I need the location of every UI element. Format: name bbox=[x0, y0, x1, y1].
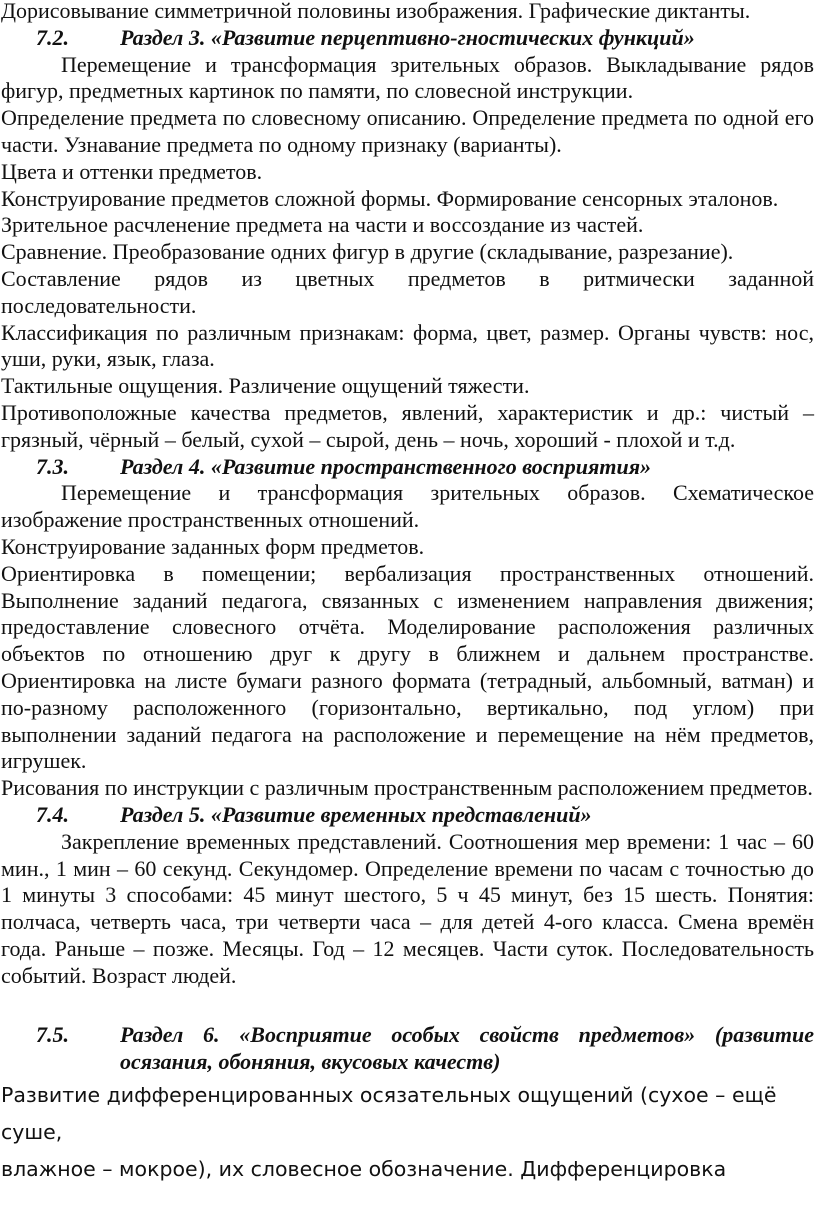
paragraph: Ориентировка в помещении; вербализация пространственных отношений. Выполнение заданий педагога, связанных с изменением направления движения; предоставление словесного отчёта. Моделирование расположения различных объектов по отношению друг к другу в ближнем и дальнем пространстве. Ориентировка на листе бумаги разного формата (тетрадный, альбомный, ватман) и по-разному расположенного (горизонтально, вертикально, под углом) при выполнении заданий педагога на расположение и перемещение на нём предметов, игрушек. bbox=[1, 560, 814, 774]
closing-line-1: Развитие дифференцированных осязательных ощущений (сухое – ещё суше, bbox=[1, 1083, 777, 1145]
section-number: 7.2. bbox=[36, 24, 69, 50]
paragraph: Зрительное расчленение предмета на части и воссоздание из частей. bbox=[1, 212, 644, 238]
section-title: Раздел 5. «Развитие временных представлений» bbox=[120, 801, 592, 827]
section-heading-7-2 bbox=[0, 25, 816, 52]
paragraph: Сравнение. Преобразование одних фигур в другие (складывание, разрезание). bbox=[1, 239, 734, 265]
paragraph: Конструирование предметов сложной формы. Формирование сенсорных эталонов. bbox=[1, 185, 779, 211]
paragraph: Закрепление временных представлений. Соотношения мер времени: 1 час – 60 мин., 1 мин – 60 секунд. Секундомер. Определение времени по часам с точностью до 1 минуты 3 способами: 45 минут шестого, 5 ч 45 минут, без 15 шесть. Понятия: полчаса, четверть часа, три четверти часа – для детей 4-ого класса. Смена времён года. Раньше – позже. Месяцы. Год – 12 месяцев. Части суток. Последовательность событий. Возраст людей. bbox=[1, 828, 814, 988]
intro-paragraph: Дорисовывание симметричной половины изображения. Графические диктанты. bbox=[1, 0, 751, 23]
section-heading-7-4 bbox=[0, 802, 816, 829]
paragraph: Цвета и оттенки предметов. bbox=[1, 158, 263, 184]
paragraph: Классификация по различным признакам: форма, цвет, размер. Органы чувств: нос, уши, руки, язык, глаза. bbox=[1, 319, 814, 372]
closing-line-2: влажное – мокрое), их словесное обозначение. Дифференцировка bbox=[1, 1157, 727, 1182]
section-number: 7.4. bbox=[36, 801, 69, 827]
paragraph: Перемещение и трансформация зрительных образов. Выкладывание рядов фигур, предметных картинок по памяти, по словесной инструкции. bbox=[1, 51, 814, 104]
paragraph: Конструирование заданных форм предметов. bbox=[1, 533, 425, 559]
paragraph: Определение предмета по словесному описанию. Определение предмета по одной его части. Узнавание предмета по одному признаку (варианты). bbox=[1, 105, 814, 157]
paragraph: Перемещение и трансформация зрительных образов. Схематическое изображение пространственных отношений. bbox=[1, 480, 814, 533]
section-number: 7.5. bbox=[36, 1022, 69, 1048]
section-title: Раздел 3. «Развитие перцептивно-гностических функций» bbox=[120, 24, 695, 50]
paragraph: Тактильные ощущения. Различение ощущений тяжести. bbox=[1, 373, 530, 399]
section-title: Раздел 4. «Развитие пространственного восприятия» bbox=[120, 453, 652, 479]
paragraph: Составление рядов из цветных предметов в ритмически заданной последовательности. bbox=[1, 265, 814, 318]
section-title: Раздел 6. «Восприятие особых свойств предметов» (развитие осязания, обоняния, вкусовых качеств) bbox=[120, 1022, 814, 1075]
section-number: 7.3. bbox=[36, 453, 69, 479]
paragraph: Противоположные качества предметов, явлений, характеристик и др.: чистый – грязный, чёрный – белый, сухой – сырой, день – ночь, хороший - плохой и т.д. bbox=[1, 399, 814, 452]
paragraph: Рисования по инструкции с различным пространственным расположением предметов. bbox=[1, 775, 813, 801]
section-heading-7-5 bbox=[0, 1022, 816, 1076]
section-heading-7-3 bbox=[0, 454, 816, 481]
